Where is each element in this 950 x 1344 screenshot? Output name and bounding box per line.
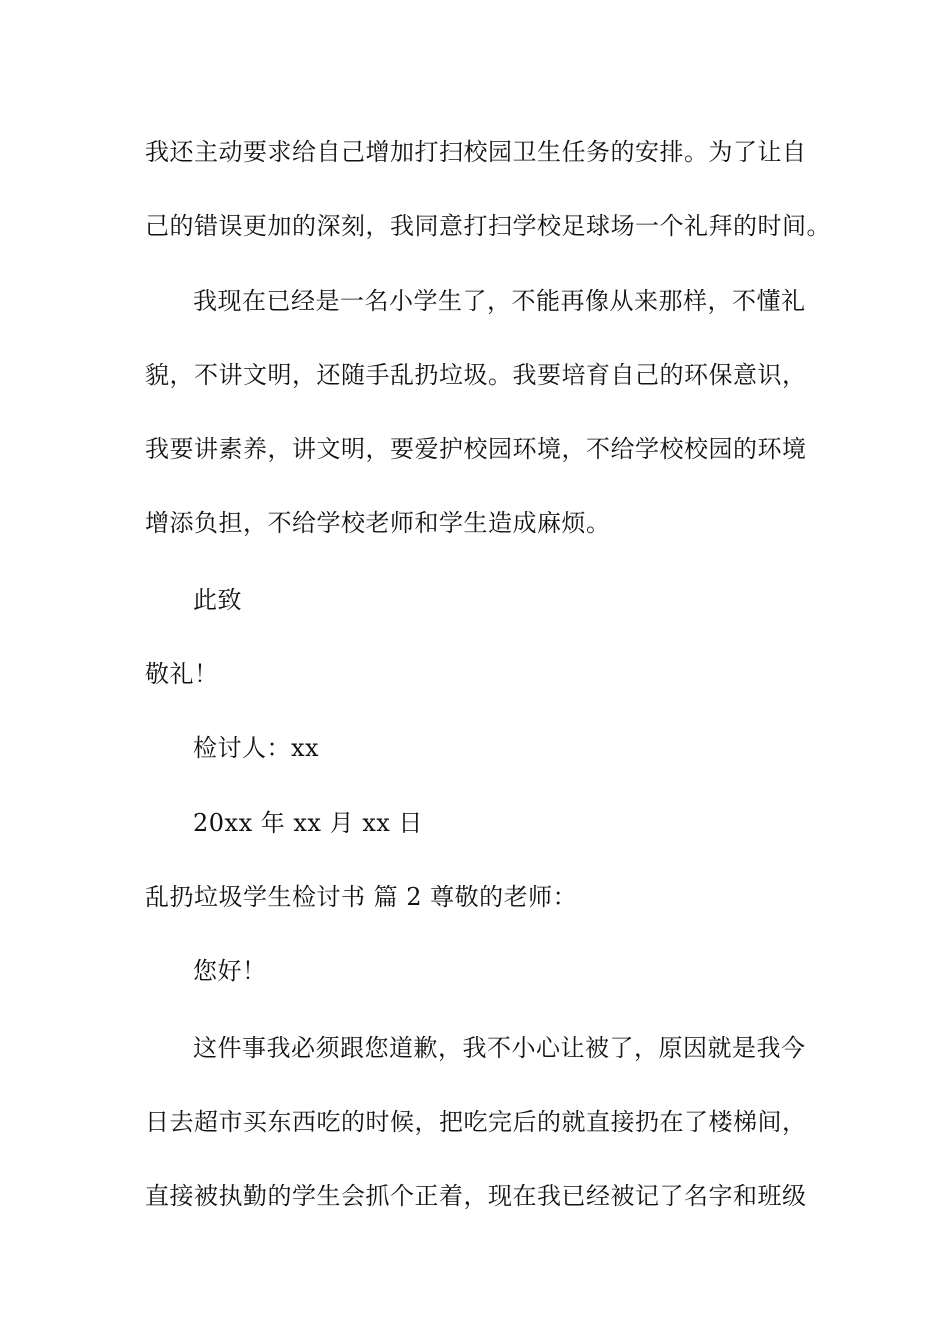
signature-date: 20xx 年 xx 月 xx 日 (193, 809, 423, 837)
signature-name: 检讨人：xx (193, 734, 320, 762)
paragraph-line: 己的错误更加的深刻，我同意打扫学校足球场一个礼拜的时间。 (145, 212, 831, 240)
paragraph-line: 貌，不讲文明，还随手乱扔垃圾。我要培育自己的环保意识， (145, 361, 807, 389)
paragraph-line: 直接被执勤的学生会抓个正着，现在我已经被记了名字和班级 (145, 1182, 807, 1210)
paragraph-line: 日去超市买东西吃的时候，把吃完后的就直接扔在了楼梯间， (145, 1108, 807, 1136)
paragraph-line: 我还主动要求给自己增加打扫校园卫生任务的安排。为了让自 (145, 138, 807, 166)
paragraph-line: 增添负担，不给学校老师和学生造成麻烦。 (145, 509, 611, 537)
paragraph-line: 我要讲素养，讲文明，要爱护校园环境，不给学校校园的环境 (145, 435, 807, 463)
salutation: 敬礼！ (145, 660, 219, 688)
section-heading: 乱扔垃圾学生检讨书 篇 2 尊敬的老师： (145, 883, 578, 911)
paragraph-line: 我现在已经是一名小学生了，不能再像从来那样，不懂礼 (193, 287, 806, 315)
closing-phrase: 此致 (193, 586, 242, 614)
paragraph-line: 这件事我必须跟您道歉，我不小心让被了，原因就是我今 (193, 1034, 806, 1062)
greeting: 您好！ (193, 957, 267, 985)
